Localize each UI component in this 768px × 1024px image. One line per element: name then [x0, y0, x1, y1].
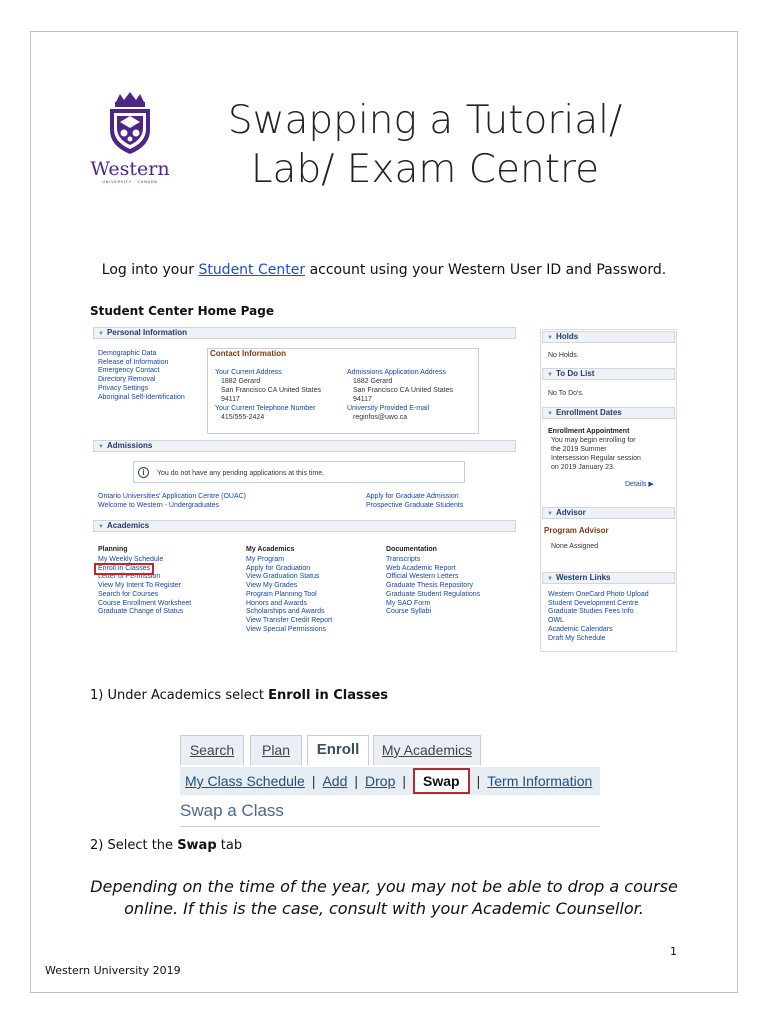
title-line-1: Swapping a Tutorial/	[227, 98, 623, 143]
personal-link[interactable]: Emergency Contact	[98, 367, 160, 375]
note-line-1: Depending on the time of the year, you may not be able to drop a course	[90, 877, 678, 896]
intro-before: Log into your	[101, 262, 199, 278]
apply-grad-link[interactable]: Apply for Graduate Admission	[366, 493, 459, 500]
separator: |	[354, 773, 359, 789]
current-address-line: San Francisco CA United States	[221, 387, 321, 394]
western-links-label: Western Links	[555, 573, 611, 582]
collapse-icon: ▼	[547, 411, 553, 417]
subnav-my-class-schedule[interactable]: My Class Schedule	[185, 773, 305, 789]
personal-link[interactable]: Demographic Data	[98, 350, 157, 357]
intro-text	[0, 262, 768, 278]
todo-bar[interactable]	[542, 368, 675, 380]
documentation-link[interactable]: Web Academic Report	[386, 564, 456, 572]
personal-link[interactable]: Release of Information	[98, 358, 169, 366]
enrollment-text-line: Intersession Regular session	[551, 455, 641, 462]
email-label: University Provided E-mail	[347, 405, 430, 412]
admissions-address-line: 94117	[353, 396, 372, 403]
personal-info-label: Personal Information	[106, 328, 187, 337]
documentation-link[interactable]: Course Syllabi	[386, 608, 432, 616]
logo-subtitle: UNIVERSITY · CANADA	[102, 180, 158, 184]
subnav-term-information[interactable]: Term Information	[487, 773, 593, 789]
separator: |	[476, 773, 481, 789]
phone-label: Your Current Telephone Number	[215, 405, 316, 412]
note-line-2: online. If this is the case, consult with your Academic Counsellor.	[124, 899, 644, 918]
western-logo	[90, 92, 170, 192]
tab-plan-label: Plan	[261, 742, 291, 758]
arrow-right-icon: ▶	[646, 481, 654, 488]
subnav-add[interactable]: Add	[322, 773, 348, 789]
none-assigned-text: None Assigned	[551, 543, 599, 550]
step-2	[90, 838, 242, 853]
planning-link[interactable]: Letter of Permission	[98, 573, 161, 581]
personal-link[interactable]: Directory Removal	[98, 376, 156, 384]
western-link[interactable]: Academic Calendars	[548, 625, 613, 633]
holds-bar[interactable]	[542, 331, 675, 343]
enrollment-appointment-heading: Enrollment Appointment	[548, 428, 630, 435]
step-1	[90, 688, 388, 703]
documentation-link[interactable]: Official Western Letters	[386, 573, 459, 581]
my-academics-heading: My Academics	[246, 546, 295, 553]
western-link[interactable]: Student Development Centre	[548, 599, 639, 607]
planning-link[interactable]: Graduate Change of Status	[98, 608, 184, 616]
current-address-line: 1882 Gerard	[221, 378, 261, 385]
tab-my-academics-label: My Academics	[381, 742, 473, 758]
collapse-icon: ▼	[98, 331, 104, 337]
details-link[interactable]	[625, 481, 654, 490]
info-icon: i	[138, 467, 149, 478]
my-academics-link[interactable]: View Graduation Status	[246, 573, 320, 581]
step-1-prefix: 1) Under Academics select	[90, 688, 269, 703]
my-academics-link[interactable]: Scholarships and Awards	[246, 608, 325, 616]
my-academics-link[interactable]: Program Planning Tool	[246, 590, 317, 598]
collapse-icon: ▼	[547, 372, 553, 378]
title-line-2: Lab/ Exam Centre	[250, 147, 600, 192]
welcome-link[interactable]: Welcome to Western - Undergraduates	[98, 502, 220, 509]
page-number: 1	[670, 945, 677, 958]
admissions-address-label: Admissions Application Address	[347, 369, 446, 376]
separator: |	[402, 773, 407, 789]
divider	[180, 826, 600, 827]
enroll-highlight	[94, 563, 154, 575]
collapse-icon: ▼	[547, 511, 553, 517]
planning-link[interactable]: View My Intent To Register	[98, 582, 182, 590]
enroll-nav-screenshot	[180, 735, 600, 830]
western-link[interactable]: Western OneCard Photo Upload	[548, 591, 649, 598]
enroll-subnav	[180, 767, 600, 795]
documentation-link[interactable]: Graduate Student Regulations	[386, 590, 481, 598]
italic-note	[0, 876, 768, 920]
step-1-bold: Enroll in Classes	[268, 688, 389, 703]
tab-enroll[interactable]: Enroll	[307, 735, 369, 765]
enrollment-dates-bar[interactable]	[542, 407, 675, 419]
personal-link[interactable]: Aboriginal Self-Identification	[98, 393, 185, 401]
phone-value: 415/555-2424	[221, 414, 265, 421]
footer-text: Western University 2019	[45, 964, 181, 977]
planning-heading: Planning	[98, 546, 128, 553]
email-value: reginfos@uwo.ca	[353, 414, 408, 421]
student-center-screenshot	[93, 325, 678, 655]
western-link[interactable]: OWL	[548, 617, 564, 625]
personal-info-bar[interactable]	[93, 327, 516, 339]
western-link[interactable]: Graduate Studies Fees Info	[548, 608, 634, 616]
ouac-link[interactable]: Ontario Universities' Application Centre (OUAC)	[98, 493, 247, 500]
enroll-in-classes-link[interactable]: Enroll in Classes	[98, 564, 151, 572]
admissions-address-line: San Francisco CA United States	[353, 387, 453, 394]
no-applications-message	[138, 467, 324, 479]
advisor-label: Advisor	[555, 508, 586, 517]
academics-label: Academics	[106, 521, 150, 530]
section-title: Student Center Home Page	[90, 304, 274, 318]
tab-search[interactable]	[180, 735, 244, 765]
my-academics-link[interactable]: View My Grades	[246, 582, 298, 590]
planning-link[interactable]: My Weekly Schedule	[98, 556, 164, 563]
my-academics-link[interactable]: Honors and Awards	[246, 599, 307, 607]
crest-icon	[90, 92, 170, 156]
subnav-swap[interactable]: Swap	[413, 768, 470, 794]
intro-after: account using your Western User ID and Password.	[305, 262, 667, 278]
planning-link[interactable]: Search for Courses	[98, 590, 159, 598]
current-address-label: Your Current Address	[215, 369, 282, 376]
contact-info-heading: Contact Information	[210, 349, 286, 358]
my-academics-link[interactable]: View Special Permissions	[246, 625, 327, 633]
collapse-icon: ▼	[98, 524, 104, 530]
admissions-address-line: 1882 Gerard	[353, 378, 393, 385]
enrollment-text-line: You may begin enrolling for	[551, 437, 636, 444]
documentation-link[interactable]: My SAO Form	[386, 599, 431, 607]
step-2-prefix: 2) Select the	[90, 838, 178, 853]
program-advisor-heading: Program Advisor	[544, 526, 609, 535]
western-links-bar[interactable]	[542, 572, 675, 584]
collapse-icon: ▼	[547, 576, 553, 582]
holds-label: Holds	[555, 332, 579, 341]
current-address-line: 94117	[221, 396, 240, 403]
step-2-suffix: tab	[216, 838, 243, 853]
tab-plan[interactable]	[250, 735, 302, 765]
enrollment-text-line: the 2019 Summer	[551, 446, 607, 453]
documentation-link[interactable]: Graduate Thesis Repository	[386, 582, 474, 590]
swap-heading: Swap a Class	[180, 801, 284, 820]
no-holds-text: No Holds.	[548, 352, 579, 359]
planning-link[interactable]: Course Enrollment Worksheet	[98, 599, 192, 607]
no-applications-text: You do not have any pending applications at this time.	[157, 470, 325, 477]
enrollment-text-line: on 2019 January 23.	[551, 464, 615, 471]
collapse-icon: ▼	[98, 444, 104, 450]
tab-search-label: Search	[189, 742, 235, 758]
admissions-label: Admissions	[106, 441, 153, 450]
subnav-drop[interactable]: Drop	[365, 773, 396, 789]
my-academics-link[interactable]: My Program	[246, 556, 285, 563]
documentation-link[interactable]: Transcripts	[386, 556, 421, 563]
logo-wordmark: Western	[90, 158, 170, 180]
separator: |	[311, 773, 316, 789]
my-academics-link[interactable]: View Transfer Credit Report	[246, 616, 333, 624]
admissions-bar[interactable]	[93, 440, 516, 452]
page-title	[205, 96, 645, 194]
details-label: Details	[625, 481, 647, 488]
my-academics-link[interactable]: Apply for Graduation	[246, 564, 311, 572]
student-center-link[interactable]: Student Center	[198, 262, 306, 278]
personal-link[interactable]: Privacy Settings	[98, 384, 149, 392]
prospective-grad-link[interactable]: Prospective Graduate Students	[366, 502, 464, 509]
western-link[interactable]: Draft My Schedule	[548, 634, 606, 642]
academics-bar[interactable]	[93, 520, 516, 532]
tab-my-academics[interactable]	[373, 735, 481, 765]
enrollment-dates-label: Enrollment Dates	[555, 408, 622, 417]
no-todo-text: No To Do's.	[548, 390, 584, 397]
documentation-heading: Documentation	[386, 546, 437, 553]
collapse-icon: ▼	[547, 335, 553, 341]
todo-label: To Do List	[555, 369, 595, 378]
step-2-bold: Swap	[177, 838, 217, 853]
advisor-bar[interactable]	[542, 507, 675, 519]
